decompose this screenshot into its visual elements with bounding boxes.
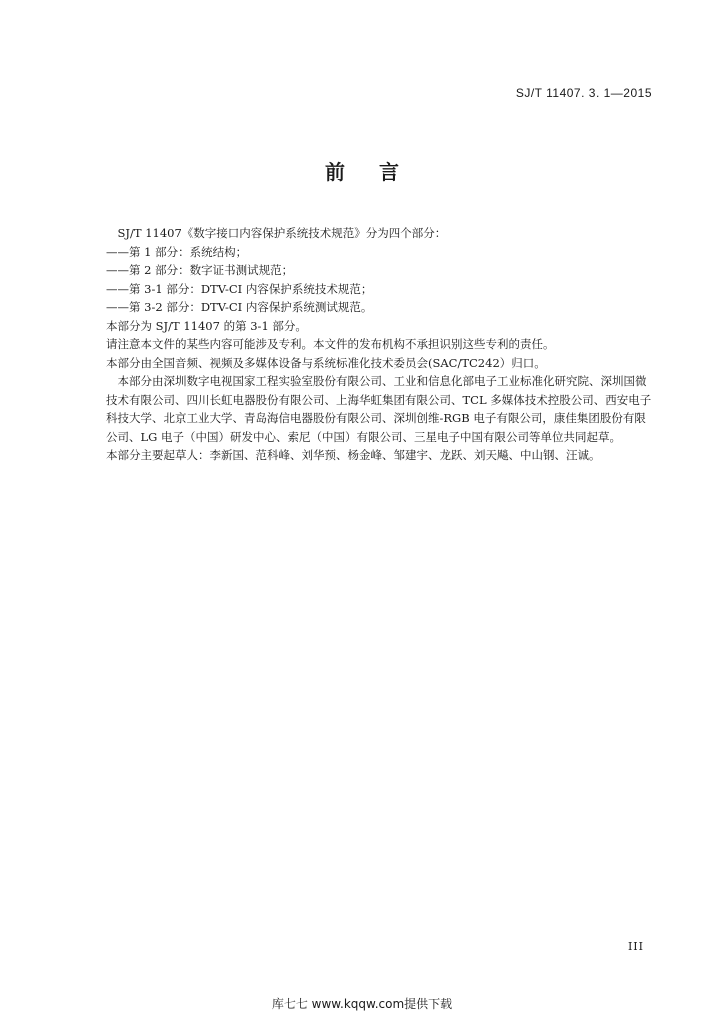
document-body — [106, 224, 654, 465]
list-item-part2: ——第 2 部分：数字证书测试规范； — [106, 263, 294, 277]
standard-code: SJ/T 11407. 3. 1—2015 — [515, 86, 652, 100]
list-item-part3-1: ——第 3-1 部分：DTV-CI 内容保护系统技术规范； — [106, 281, 373, 296]
page-number: III — [627, 940, 644, 953]
list-item-part1: ——第 1 部分：系统结构； — [106, 244, 248, 259]
paragraph-intro: SJ/T 11407《数字接口内容保护系统技术规范》分为四个部分： — [117, 226, 447, 240]
footer-watermark: 库七七 www.kqqw.com提供下载 — [271, 997, 453, 1011]
paragraph-patent-notice: 请注意本文件的某些内容可能涉及专利。本文件的发布机构不承担识别这些专利的责任。 — [106, 337, 555, 351]
page-title: 前言 — [325, 160, 433, 184]
paragraph-drafting-units: 本部分由深圳数字电视国家工程实验室股份有限公司、工业和信息化部电子工业标准化研究院、深圳国微技术有限公司、四川长虹电器股份有限公司、上海华虹集团有限公司、TCL 多媒体技术控股公司、西安电子科技大学、北京工业大学、青岛海信电器股份有限公司、深圳创维-RGB 电子有限公司，康佳集团股份有限公司、LG 电子（中国）研发中心、索尼（中国）有限公司、三星电子中国有限公司等单位共同起草。 — [106, 374, 652, 444]
paragraph-committee: 本部分由全国音频、视频及多媒体设备与系统标准化技术委员会(SAC/TC242）归口。 — [106, 355, 546, 370]
list-item-part3-2: ——第 3-2 部分：DTV-CI 内容保护系统测试规范。 — [106, 300, 373, 314]
paragraph-scope: 本部分为 SJ/T 11407 的第 3-1 部分。 — [106, 318, 307, 333]
paragraph-drafters: 本部分主要起草人：李新国、范科峰、刘华预、杨金峰、邹建宇、龙跃、刘天飚、中山钢、汪诚。 — [106, 448, 601, 462]
